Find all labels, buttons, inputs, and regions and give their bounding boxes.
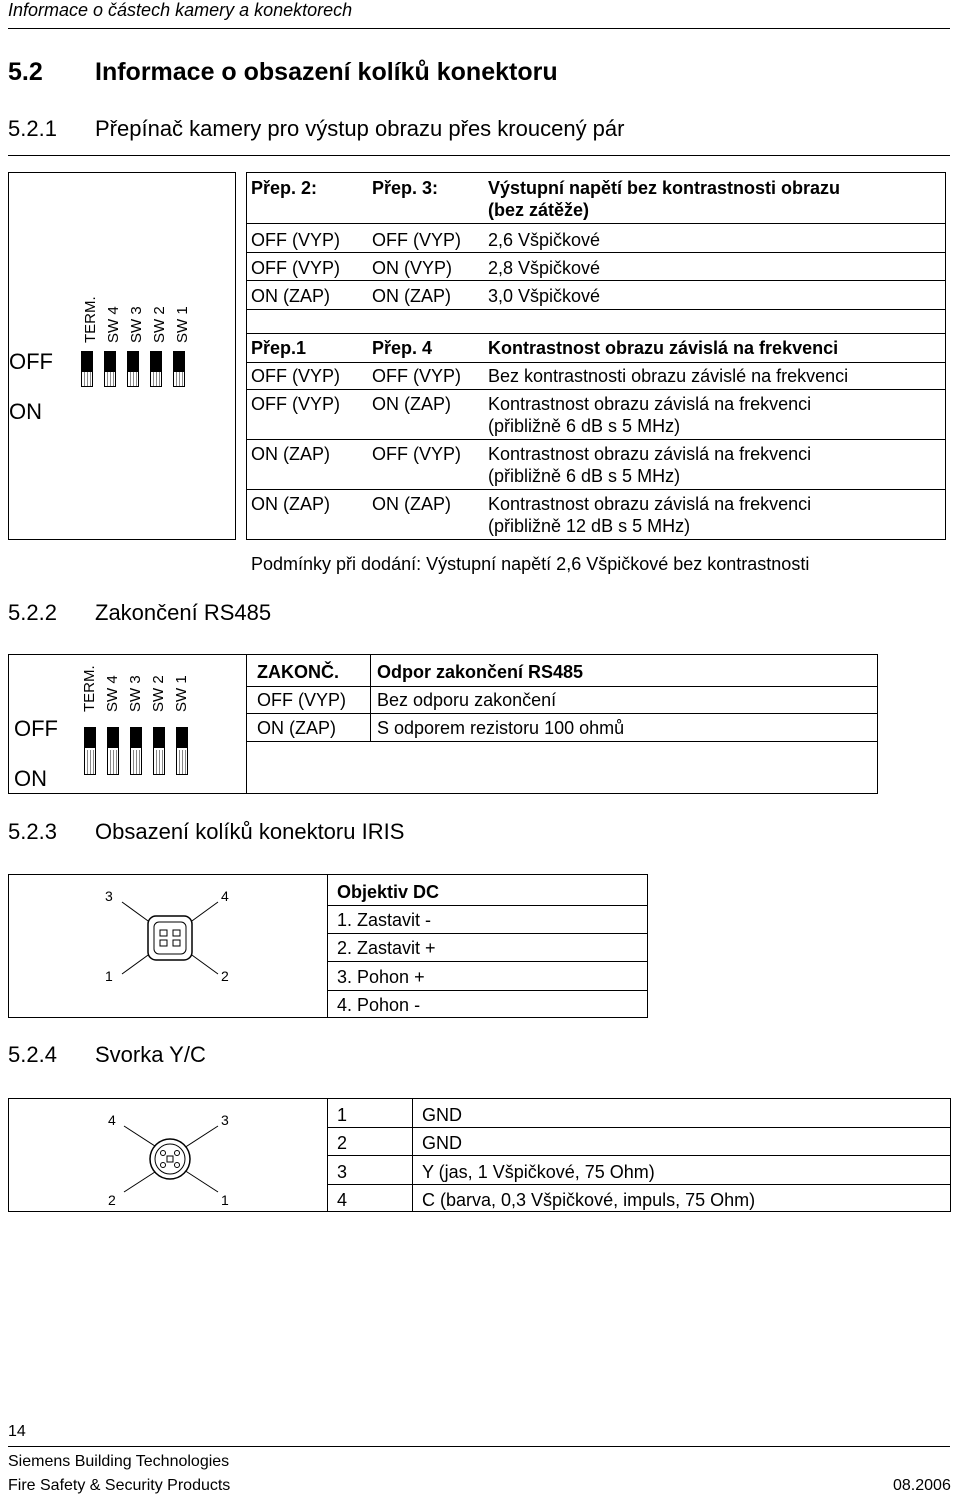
t3-r2-c2: S odporem rezistoru 100 ohmů bbox=[377, 718, 625, 738]
t2-r1-c2: OFF (VYP) bbox=[372, 366, 461, 386]
t2-header-c1: Přep.1 bbox=[251, 338, 307, 358]
t2-r1-c3a: Bez kontrastnosti obrazu závislé na frekvenci bbox=[488, 366, 849, 386]
page-number: 14 bbox=[8, 1423, 26, 1440]
yc-pin-3-label: 3 bbox=[221, 1112, 229, 1128]
t2-r3-c3a: Kontrastnost obrazu závislá na frekvenci bbox=[488, 444, 812, 464]
dip2-off-label: OFF bbox=[14, 716, 58, 741]
header-rule bbox=[8, 28, 950, 29]
section-5-2-3-number: 5.2.3 bbox=[8, 819, 57, 844]
t1-header-c3b: (bez zátěže) bbox=[488, 200, 590, 220]
section-5-2-4-number: 5.2.4 bbox=[8, 1042, 57, 1067]
switch-label-sw4: SW 4 bbox=[105, 306, 122, 343]
yc-pin-1-label: 1 bbox=[221, 1192, 229, 1208]
dip-on-label: ON bbox=[9, 399, 42, 424]
t3-r1-c1: OFF (VYP) bbox=[257, 690, 346, 710]
t2-r2-c1: OFF (VYP) bbox=[251, 394, 340, 414]
dip2-label-sw3: SW 3 bbox=[127, 675, 144, 712]
footer-rule bbox=[8, 1446, 950, 1447]
switch-label-sw3: SW 3 bbox=[128, 306, 145, 343]
dip2-label-sw2: SW 2 bbox=[150, 675, 167, 712]
footer-date: 08.2006 bbox=[893, 1477, 951, 1494]
t2-r3-c2: OFF (VYP) bbox=[372, 444, 461, 464]
dip-switch-sw4 bbox=[104, 351, 116, 387]
yc-connector-icon bbox=[110, 1112, 230, 1202]
section-5-2-4-title: Svorka Y/C bbox=[95, 1042, 206, 1067]
section-5-2-1-number: 5.2.1 bbox=[8, 116, 57, 141]
t2-r3-c1: ON (ZAP) bbox=[251, 444, 330, 464]
t2-r2-c2: ON (ZAP) bbox=[372, 394, 451, 414]
t1-r1-c1: OFF (VYP) bbox=[251, 230, 340, 250]
running-header: Informace o částech kamery a konektorech bbox=[8, 0, 353, 20]
dip2-switch-sw4 bbox=[107, 727, 119, 775]
dip-switch-sw1 bbox=[173, 351, 185, 387]
yc-r4-desc: C (barva, 0,3 Všpičkové, impuls, 75 Ohm) bbox=[422, 1190, 756, 1210]
t2-r4-c3a: Kontrastnost obrazu závislá na frekvenci bbox=[488, 494, 812, 514]
t2-r4-c3b: (přibližně 12 dB s 5 MHz) bbox=[488, 516, 691, 536]
yc-r2-desc: GND bbox=[422, 1133, 462, 1153]
t2-header-c3: Kontrastnost obrazu závislá na frekvenci bbox=[488, 338, 839, 358]
section-rule bbox=[8, 155, 950, 156]
yc-r4-pin: 4 bbox=[337, 1190, 348, 1210]
section-5-2-number: 5.2 bbox=[8, 58, 43, 86]
t1-r3-c3: 3,0 Všpičkové bbox=[488, 286, 601, 306]
yc-r3-pin: 3 bbox=[337, 1162, 348, 1182]
t2-header-c2: Přep. 4 bbox=[372, 338, 433, 358]
dip2-switch-term bbox=[84, 727, 96, 775]
dip2-switch-sw2 bbox=[153, 727, 165, 775]
switch-label-sw2: SW 2 bbox=[151, 306, 168, 343]
t3-header-c1: ZAKONČ. bbox=[257, 662, 339, 682]
dip2-switch-sw3 bbox=[130, 727, 142, 775]
dip-switch-sw3 bbox=[127, 351, 139, 387]
dip-switch-term bbox=[81, 351, 93, 387]
dip-switch-sw2 bbox=[150, 351, 162, 387]
dip2-label-sw1: SW 1 bbox=[173, 675, 190, 712]
iris-pin-1-label: 1 bbox=[105, 968, 113, 984]
yc-r1-pin: 1 bbox=[337, 1105, 348, 1125]
t1-r1-c2: OFF (VYP) bbox=[372, 230, 461, 250]
iris-pin-4-label: 4 bbox=[221, 888, 229, 904]
dip2-label-sw4: SW 4 bbox=[104, 675, 121, 712]
yc-r1-desc: GND bbox=[422, 1105, 462, 1125]
section-5-2-1-title: Přepínač kamery pro výstup obrazu přes kroucený pár bbox=[95, 116, 625, 141]
switch-label-sw1: SW 1 bbox=[174, 306, 191, 343]
iris-connector-icon bbox=[110, 890, 230, 980]
yc-r2-pin: 2 bbox=[337, 1133, 348, 1153]
yc-pin-2-label: 2 bbox=[108, 1192, 116, 1208]
section-5-2-2-title: Zakončení RS485 bbox=[95, 600, 272, 625]
t3-r2-c1: ON (ZAP) bbox=[257, 718, 336, 738]
t2-r4-c1: ON (ZAP) bbox=[251, 494, 330, 514]
t1-r3-c2: ON (ZAP) bbox=[372, 286, 451, 306]
t1-r2-c2: ON (VYP) bbox=[372, 258, 453, 278]
yc-pin-4-label: 4 bbox=[108, 1112, 116, 1128]
iris-pin-3-label: 3 bbox=[105, 888, 113, 904]
t2-r3-c3b: (přibližně 6 dB s 5 MHz) bbox=[488, 466, 681, 486]
section-5-2-3-title: Obsazení kolíků konektoru IRIS bbox=[95, 819, 405, 844]
iris-row-4: 4. Pohon - bbox=[337, 995, 421, 1015]
t1-r3-c1: ON (ZAP) bbox=[251, 286, 330, 306]
t1-header-c2: Přep. 3: bbox=[372, 178, 439, 198]
dip2-on-label: ON bbox=[14, 766, 47, 791]
t3-header-c2: Odpor zakončení RS485 bbox=[377, 662, 584, 682]
t1-header-c3a: Výstupní napětí bez kontrastnosti obrazu bbox=[488, 178, 841, 198]
footer-company: Siemens Building Technologies bbox=[8, 1453, 230, 1470]
iris-row-1: 1. Zastavit - bbox=[337, 910, 432, 930]
iris-row-2: 2. Zastavit + bbox=[337, 938, 436, 958]
t1-r2-c1: OFF (VYP) bbox=[251, 258, 340, 278]
t3-r1-c2: Bez odporu zakončení bbox=[377, 690, 557, 710]
t2-r1-c1: OFF (VYP) bbox=[251, 366, 340, 386]
iris-pin-2-label: 2 bbox=[221, 968, 229, 984]
switch-label-term: TERM. bbox=[82, 296, 99, 343]
t2-r4-c2: ON (ZAP) bbox=[372, 494, 451, 514]
iris-panel bbox=[8, 874, 648, 1018]
dip2-switch-sw1 bbox=[176, 727, 188, 775]
t2-r2-c3a: Kontrastnost obrazu závislá na frekvenci bbox=[488, 394, 812, 414]
section-5-2-title: Informace o obsazení kolíků konektoru bbox=[95, 58, 558, 86]
dip2-label-term: TERM. bbox=[81, 665, 98, 712]
t1-r1-c3: 2,6 Všpičkové bbox=[488, 230, 601, 250]
delivery-note: Podmínky při dodání: Výstupní napětí 2,6 Všpičkové bez kontrastnosti bbox=[251, 554, 810, 574]
t2-r2-c3b: (přibližně 6 dB s 5 MHz) bbox=[488, 416, 681, 436]
iris-row-3: 3. Pohon + bbox=[337, 967, 425, 987]
t1-header-c1: Přep. 2: bbox=[251, 178, 318, 198]
yc-r3-desc: Y (jas, 1 Všpičkové, 75 Ohm) bbox=[422, 1162, 655, 1182]
dip-off-label: OFF bbox=[9, 349, 53, 374]
footer-division: Fire Safety & Security Products bbox=[8, 1477, 231, 1494]
dip-switch-panel bbox=[8, 172, 236, 540]
t1-r2-c3: 2,8 Všpičkové bbox=[488, 258, 601, 278]
iris-header: Objektiv DC bbox=[337, 882, 440, 902]
section-5-2-2-number: 5.2.2 bbox=[8, 600, 57, 625]
